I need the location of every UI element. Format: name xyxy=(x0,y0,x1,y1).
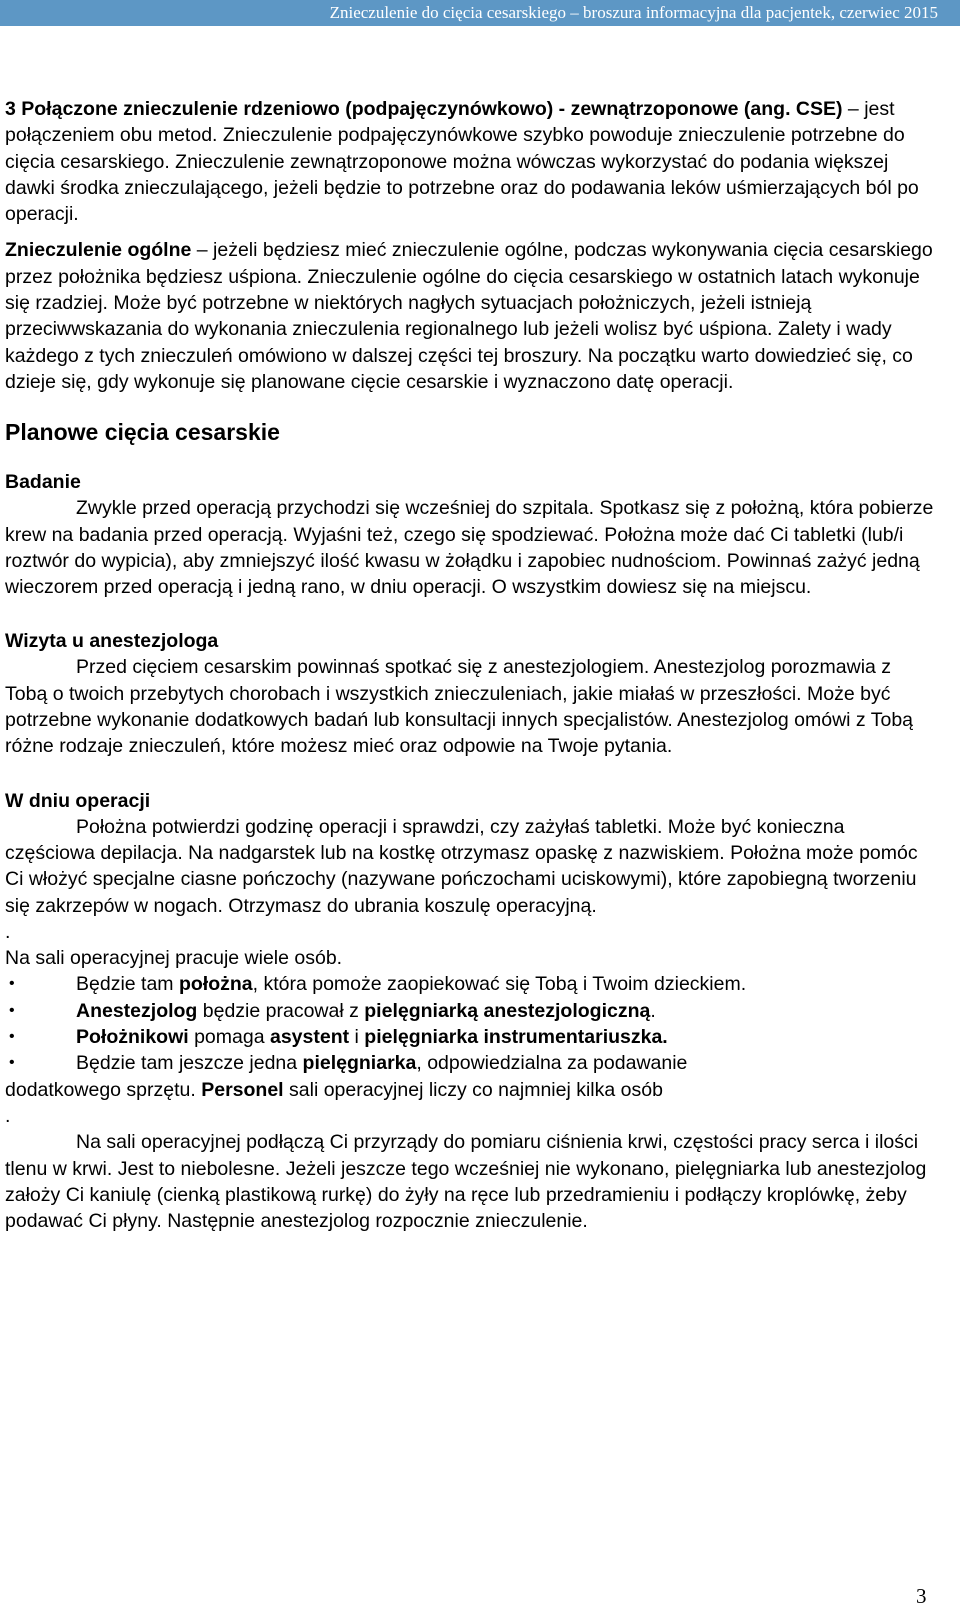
bullet-icon: • xyxy=(9,1028,15,1046)
separator-dot: . xyxy=(5,920,11,943)
list-item-text: , która pomoże zaopiekować się Tobą i Twoim dzieckiem. xyxy=(252,973,747,996)
anaesthetist-visit-paragraph: Przed cięciem cesarskim powinnaś spotkać się z anestezjologiem. Anestezjolog porozmawia z Tobą o twoich przebytych chorobach i wszystkich znieczuleniach, jakie miałaś w przeszłości. Może być potrzebne wykonanie dodatkowych badań lub konsultacji innych specjalistów. Anestezjolog omówi z Tobą różne rodzaje znieczuleń, które możesz mieć oraz odpowie na Twoje pytania. xyxy=(5,656,914,758)
cse-paragraph xyxy=(5,96,935,227)
continuation-text: dodatkowego sprzętu. xyxy=(5,1078,202,1101)
list-item xyxy=(5,998,935,1024)
list-item xyxy=(5,1024,935,1050)
list-item-bold: asystent xyxy=(269,1026,350,1049)
header-title: Znieczulenie do cięcia cesarskiego – broszura informacyjna dla pacjentek, czerwiec 2015 xyxy=(329,3,938,22)
team-continuation xyxy=(5,1077,935,1103)
exam-heading: Badanie xyxy=(5,471,81,494)
list-item-text: będzie pracował z xyxy=(197,999,365,1022)
general-anaesthesia-text: – jeżeli będziesz mieć znieczulenie ogólne, podczas wykonywania cięcia cesarskiego przez położnika będziesz uśpiona. Znieczulenie ogólne do cięcia cesarskiego w ostatnich latach wykonuje się rzadziej. Może być potrzebne w niektórych nagłych sytuacjach położniczych, jeżeli istnieją przeciwwskazania do wykonania znieczulenia regionalnego lub jeżeli wolisz być uśpiona. Zalety i wady każdego z tych znieczuleń omówiono w dalszej części tej broszury. Na początku warto dowiedzieć się, co dzieje się, gdy wykonuje się planowane cięcie cesarskie i wyznaczono datę operacji. xyxy=(5,239,933,393)
bullet-icon: • xyxy=(9,975,15,993)
list-item-text: i xyxy=(349,1026,365,1049)
general-anaesthesia-paragraph xyxy=(5,237,935,395)
list-item xyxy=(5,971,935,997)
planned-section-heading: Planowe cięcia cesarskie xyxy=(5,419,280,446)
continuation-bold: Personel xyxy=(201,1078,284,1101)
list-item xyxy=(5,1050,935,1076)
list-item-bold: położna xyxy=(178,973,253,996)
list-item-text: Będzie tam jeszcze jedna xyxy=(76,1052,303,1075)
list-item-bold: pielęgniarką anestezjologiczną xyxy=(364,999,651,1022)
list-item-text: Będzie tam xyxy=(76,973,179,996)
cse-term: 3 Połączone znieczulenie rdzeniowo (podpajęczynówkowo) - zewnątrzoponowe (ang. CSE) xyxy=(5,98,843,120)
separator-dot: . xyxy=(5,1104,11,1127)
bullet-icon: • xyxy=(9,1001,15,1019)
monitoring-paragraph: Na sali operacyjnej podłączą Ci przyrządy do pomiaru ciśnienia krwi, częstości pracy serca i ilości tlenu w krwi. Jest to niebolesne. Jeżeli jeszcze tego wcześniej nie wykonano, pielęgniarka lub anestezjolog założy Ci kaniulę (cienką plastikową rurkę) do żyły na ręce lub przedramieniu i podłączy kroplówkę, żeby podawać Ci płyny. Następnie anestezjolog rozpocznie znieczulenie. xyxy=(5,1131,927,1233)
page-number: 3 xyxy=(916,1584,927,1608)
list-item-bold: pielęgniarka xyxy=(302,1052,417,1075)
team-list xyxy=(5,971,935,1076)
continuation-text: sali operacyjnej liczy co najmniej kilka osób xyxy=(283,1078,663,1101)
day-of-surgery-paragraph: Położna potwierdzi godzinę operacji i sprawdzi, czy zażyłaś tabletki. Może być konieczna częściowa depilacja. Na nadgarstek lub na kostkę otrzymasz opaskę z nazwiskiem. Położna może pomóc Ci włożyć specjalne ciasne pończochy (nazywane pończochami uciskowymi), które zapobiegną tworzeniu się zakrzepów w nogach. Otrzymasz do ubrania koszulę operacyjną. xyxy=(5,815,918,917)
day-of-surgery-heading: W dniu operacji xyxy=(5,789,151,812)
list-item-text: , odpowiedzialna za podawanie xyxy=(416,1052,688,1075)
list-item-text: pomaga xyxy=(188,1026,270,1049)
team-intro: Na sali operacyjnej pracuje wiele osób. xyxy=(5,947,343,970)
cse-text: – jest połączeniem obu metod. Znieczulenie podpajęczynówkowe szybko powoduje znieczulenie potrzebne do cięcia cesarskiego. Znieczulenie zewnątrzoponowe można wówczas wykorzystać do podania większej dawki środka znieczulającego, jeżeli będzie to potrzebne oraz do podawania leków uśmierzających ból po operacji. xyxy=(5,98,919,226)
anaesthetist-visit-heading: Wizyta u anestezjologa xyxy=(5,630,219,653)
page-content xyxy=(5,96,935,1234)
running-header xyxy=(0,0,960,26)
exam-paragraph: Zwykle przed operacją przychodzi się wcześniej do szpitala. Spotkasz się z położną, która pobierze krew na badania przed operacją. Wyjaśni też, czego się spodziewać. Położna może dać Ci tabletki (lub/i roztwór do wypicia), aby zmniejszyć ilość kwasu w żołądku i zapobiec nudnościom. Powinnaś zażyć jedną wieczorem przed operacją i jedną rano, w dniu operacji. O wszystkim dowiesz się na miejscu. xyxy=(5,497,934,599)
list-item-bold: Położnikowi xyxy=(76,1026,189,1049)
general-anaesthesia-term: Znieczulenie ogólne xyxy=(5,239,192,262)
list-item-text: . xyxy=(650,999,656,1022)
list-item-bold: pielęgniarka instrumentariuszka. xyxy=(364,1026,668,1049)
list-item-bold: Anestezjolog xyxy=(76,999,198,1022)
bullet-icon: • xyxy=(9,1054,15,1072)
